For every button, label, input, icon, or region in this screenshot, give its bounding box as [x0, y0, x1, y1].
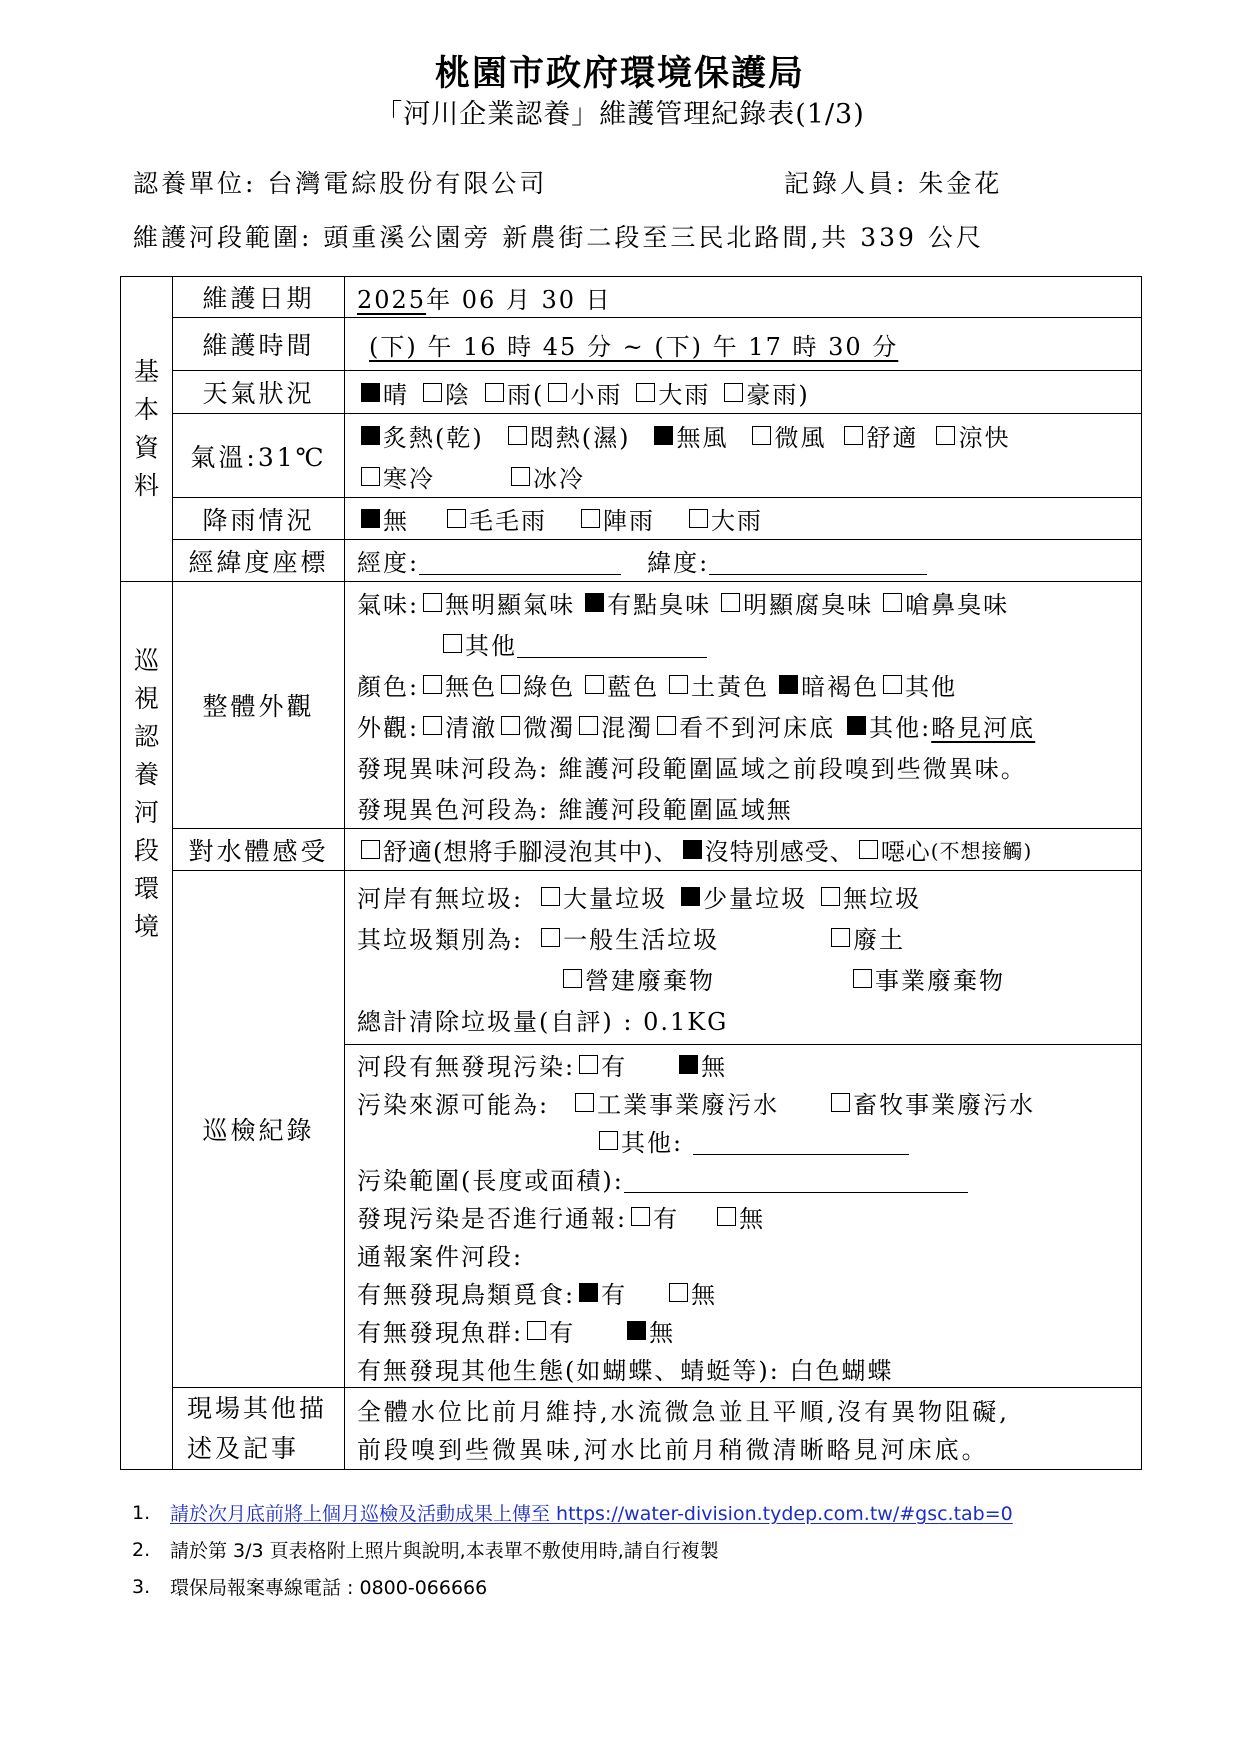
type-option-industrial: 事業廢棄物: [875, 966, 1005, 995]
type-option-soil: 廢土: [853, 925, 906, 954]
pollution-option-yes: 有: [601, 1052, 628, 1081]
weather-option-rain: 雨(: [507, 380, 545, 409]
source-checkbox-livestock[interactable]: [831, 1093, 850, 1112]
odd-color-text: 發現異色河段為: 維護河段範圍區域無: [357, 796, 793, 824]
look-option-slight-turbid: 微濁: [523, 714, 576, 742]
time-value-cell: [345, 318, 1142, 371]
source-checkbox-other[interactable]: [599, 1131, 618, 1150]
temperature-label: 氣溫:31℃: [173, 414, 345, 498]
temp-option-comfortable: 舒適: [866, 423, 919, 452]
color-option-yellow: 土黃色: [691, 673, 770, 701]
weather-option-sunny: 晴: [383, 380, 409, 409]
recorder-line: [784, 164, 1002, 200]
source-label: 污染來源可能為:: [357, 1090, 550, 1119]
fish-checkbox-yes[interactable]: [527, 1321, 546, 1340]
type-checkbox-household[interactable]: [541, 928, 560, 947]
source-checkbox-industrial[interactable]: [575, 1093, 594, 1112]
rain-checkbox-drizzle[interactable]: [447, 509, 466, 528]
date-year: 2025: [357, 285, 427, 314]
date-rest: 年 06 月 30 日: [426, 285, 612, 314]
look-option-other: 其他:: [869, 714, 932, 742]
feeling-checkbox-comfortable[interactable]: [361, 840, 380, 859]
latitude-label: 緯度:: [647, 549, 710, 577]
smell-option-none: 無明顯氣味: [445, 591, 576, 619]
look-option-clear: 清澈: [445, 714, 498, 742]
footer-note-3: [132, 1568, 1013, 1605]
color-checkbox-blue[interactable]: [585, 675, 604, 694]
temp-checkbox-cold[interactable]: [361, 467, 380, 486]
notes-content: [345, 1388, 1142, 1470]
feeling-checkbox-nothing[interactable]: [683, 840, 702, 859]
look-label: 外觀:: [357, 714, 420, 742]
temperature-options: [345, 414, 1142, 498]
weather-checkbox-rain[interactable]: [485, 383, 504, 402]
color-checkbox-dark-brown[interactable]: [779, 675, 798, 694]
look-checkbox-turbid[interactable]: [579, 716, 598, 735]
footer-note-1: [132, 1494, 1013, 1531]
fish-option-no: 無: [649, 1318, 676, 1347]
rain-option-shower: 陣雨: [603, 507, 655, 535]
birds-option-yes: 有: [601, 1280, 628, 1309]
footer-note-1-number: 1.: [132, 1501, 151, 1524]
fish-label: 有無發現魚群:: [357, 1318, 524, 1347]
rain-option-none: 無: [383, 507, 409, 535]
report-label: 發現污染是否進行通報:: [357, 1204, 628, 1233]
range-value: 頭重溪公園旁 新農街二段至三民北路間,共 339 公尺: [323, 223, 984, 252]
rain-label: 降雨情況: [173, 498, 345, 540]
look-checkbox-slight-turbid[interactable]: [501, 716, 520, 735]
adopter-label: 認養單位:: [133, 169, 257, 198]
trash-type-label: 其垃圾類別為:: [357, 925, 524, 954]
scope-field[interactable]: [624, 1164, 968, 1193]
source-option-industrial: 工業事業廢污水: [597, 1090, 780, 1119]
trash-option-lots: 大量垃圾: [563, 884, 668, 913]
longitude-field[interactable]: [419, 546, 621, 575]
patrol-section-cell: [121, 582, 173, 1470]
temp-checkbox-hot-dry[interactable]: [361, 426, 380, 445]
latitude-field[interactable]: [709, 546, 927, 575]
notes-line-1: 全體水位比前月維持,水流微急並且平順,沒有異物阻礙,: [357, 1398, 1010, 1426]
type-checkbox-industrial[interactable]: [853, 969, 872, 988]
appearance-content: [345, 582, 1142, 829]
fish-checkbox-no[interactable]: [627, 1321, 646, 1340]
report-case-label: 通報案件河段:: [357, 1242, 524, 1271]
odd-smell-text: 發現異味河段為: 維護河段範圍區域之前段嗅到些微異味。: [357, 755, 1027, 783]
footer-notes: [132, 1494, 1013, 1605]
color-checkbox-green[interactable]: [501, 675, 520, 694]
trash-option-none: 無垃圾: [843, 884, 922, 913]
fish-option-yes: 有: [549, 1318, 576, 1347]
temp-option-cool: 涼快: [958, 423, 1011, 452]
feeling-option-disgust: 噁心: [880, 838, 931, 866]
feeling-label: 對水體感受: [173, 829, 345, 871]
trash-checkbox-none[interactable]: [821, 887, 840, 906]
report-checkbox-yes[interactable]: [631, 1207, 650, 1226]
trash-total: 總計清除垃圾量(自評) : 0.1KG: [357, 1007, 729, 1036]
smell-checkbox-rotten[interactable]: [721, 593, 740, 612]
color-option-green: 綠色: [523, 673, 576, 701]
trash-checkbox-some[interactable]: [681, 887, 700, 906]
look-checkbox-no-bed[interactable]: [657, 716, 676, 735]
rain-checkbox-heavy[interactable]: [689, 509, 708, 528]
pollution-content: [345, 1045, 1142, 1388]
smell-checkbox-pungent[interactable]: [883, 593, 902, 612]
temp-checkbox-no-wind[interactable]: [654, 426, 673, 445]
pollution-checkbox-yes[interactable]: [579, 1055, 598, 1074]
temp-option-hot-dry: 炙熱(乾): [383, 423, 484, 452]
adopter-value: 台灣電綜股份有限公司: [267, 169, 548, 198]
birds-checkbox-yes[interactable]: [579, 1283, 598, 1302]
color-checkbox-yellow[interactable]: [669, 675, 688, 694]
recorder-label: 記錄人員:: [784, 169, 908, 198]
type-option-construction: 營建廢棄物: [585, 966, 715, 995]
smell-label: 氣味:: [357, 591, 420, 619]
rain-option-drizzle: 毛毛雨: [469, 507, 547, 535]
upload-instruction: [170, 1499, 1013, 1526]
look-checkbox-clear[interactable]: [423, 716, 442, 735]
time-label: 維護時間: [173, 318, 345, 371]
type-checkbox-construction[interactable]: [563, 969, 582, 988]
footer-note-2: [132, 1531, 1013, 1568]
temp-checkbox-comfortable[interactable]: [844, 426, 863, 445]
footer-note-3-text: 環保局報案專線電話 : 0800-066666: [170, 1577, 488, 1599]
basic-section-cell: [121, 277, 173, 582]
feeling-checkbox-disgust[interactable]: [859, 840, 878, 859]
birds-option-no: 無: [691, 1280, 718, 1309]
form-title: 桃園市政府環境保護局: [434, 53, 805, 94]
smell-option-rotten: 明顯腐臭味: [743, 591, 874, 619]
feeling-option-nothing: 沒特別感受、: [704, 838, 855, 866]
color-checkbox-other[interactable]: [883, 675, 902, 694]
feeling-option-comfortable: 舒適(想將手腳浸泡其中)、: [383, 838, 679, 866]
pollution-checkbox-no[interactable]: [679, 1055, 698, 1074]
rain-checkbox-shower[interactable]: [581, 509, 600, 528]
temp-checkbox-cool[interactable]: [936, 426, 955, 445]
report-option-no: 無: [739, 1204, 766, 1233]
weather-option-cloudy: 陰: [445, 380, 471, 409]
look-option-no-bed: 看不到河床底: [679, 714, 836, 742]
temp-option-breeze: 微風: [774, 423, 827, 452]
look-checkbox-other[interactable]: [847, 716, 866, 735]
footer-note-3-number: 3.: [132, 1575, 151, 1598]
color-checkbox-clear[interactable]: [423, 675, 442, 694]
look-option-turbid: 混濁: [601, 714, 654, 742]
smell-option-slight: 有點臭味: [607, 591, 712, 619]
type-checkbox-soil[interactable]: [831, 928, 850, 947]
temp-checkbox-breeze[interactable]: [752, 426, 771, 445]
inspection-label: 巡檢紀錄: [173, 871, 345, 1388]
weather-checkbox-sunny[interactable]: [361, 383, 380, 402]
appearance-label: 整體外觀: [173, 582, 345, 829]
smell-option-other: 其他: [465, 632, 517, 660]
coords-label: 經緯度座標: [173, 540, 345, 582]
time-value: (下) 午 16 時 45 分 ~ (下) 午 17 時 30 分: [369, 332, 899, 361]
color-option-other: 其他: [905, 673, 958, 701]
weather-option-storm: 豪雨): [746, 380, 810, 409]
weather-options: [345, 371, 1142, 414]
color-option-blue: 藍色: [607, 673, 660, 701]
source-option-livestock: 畜牧事業廢污水: [853, 1090, 1036, 1119]
record-table: [120, 276, 1142, 1470]
basic-section-label: 基本資料: [134, 357, 160, 500]
adopter-line: [133, 164, 547, 200]
longitude-label: 經度:: [357, 549, 420, 577]
temp-option-freezing: 冰冷: [533, 464, 585, 493]
scope-label: 污染範圍(長度或面積):: [357, 1166, 624, 1195]
smell-option-pungent: 嗆鼻臭味: [905, 591, 1010, 619]
smell-checkbox-other[interactable]: [443, 634, 462, 653]
date-label: 維護日期: [173, 277, 345, 318]
temp-option-humid: 悶熱(濕): [529, 423, 631, 452]
trash-checkbox-lots[interactable]: [541, 887, 560, 906]
smell-checkbox-slight[interactable]: [585, 593, 604, 612]
upload-link[interactable]: https://water-division.tydep.com.tw/#gsc.tab=0: [556, 1503, 1013, 1525]
patrol-section-label: 巡視認養河段環境: [134, 646, 160, 941]
footer-note-2-number: 2.: [132, 1538, 151, 1561]
color-option-clear: 無色: [445, 673, 498, 701]
trash-label: 河岸有無垃圾:: [357, 884, 524, 913]
weather-option-heavy-rain: 大雨: [658, 380, 711, 409]
temp-checkbox-freezing[interactable]: [511, 467, 530, 486]
range-label: 維護河段範圍:: [133, 223, 313, 252]
temp-checkbox-humid[interactable]: [508, 426, 527, 445]
color-option-dark-brown: 暗褐色: [801, 673, 880, 701]
temp-option-cold: 寒冷: [383, 464, 435, 493]
source-other-field[interactable]: [693, 1126, 909, 1155]
weather-option-light-rain: 小雨: [570, 380, 623, 409]
eco-text: 有無發現其他生態(如蝴蝶、蜻蜓等): 白色蝴蝶: [357, 1356, 894, 1385]
weather-checkbox-storm[interactable]: [724, 383, 743, 402]
temp-option-no-wind: 無風: [676, 423, 729, 452]
trash-option-some: 少量垃圾: [703, 884, 808, 913]
footer-note-2-text: 請於第 3/3 頁表格附上照片與說明,本表單不敷使用時,請自行複製: [170, 1540, 719, 1562]
range-line: [133, 218, 984, 254]
weather-label: 天氣狀況: [173, 371, 345, 414]
weather-checkbox-heavy-rain[interactable]: [636, 383, 655, 402]
rain-option-heavy: 大雨: [711, 507, 763, 535]
weather-checkbox-light-rain[interactable]: [548, 383, 567, 402]
feeling-note: (不想接觸): [930, 839, 1033, 863]
pollution-option-no: 無: [701, 1052, 728, 1081]
rain-checkbox-none[interactable]: [361, 509, 380, 528]
notes-line-2: 前段嗅到些微異味,河水比前月稍微清晰略見河床底。: [357, 1436, 989, 1464]
smell-other-field[interactable]: [517, 629, 707, 658]
color-label: 顏色:: [357, 673, 420, 701]
report-option-yes: 有: [653, 1204, 680, 1233]
look-other-value: 略見河底: [931, 714, 1036, 742]
birds-checkbox-no[interactable]: [669, 1283, 688, 1302]
source-option-other: 其他:: [621, 1128, 684, 1157]
report-checkbox-no[interactable]: [717, 1207, 736, 1226]
weather-checkbox-cloudy[interactable]: [423, 383, 442, 402]
smell-checkbox-none[interactable]: [423, 593, 442, 612]
notes-label: 現場其他描述及記事: [173, 1388, 345, 1470]
feeling-options: [345, 829, 1142, 871]
form-subtitle: 「河川企業認養」維護管理紀錄表(1/3): [375, 99, 865, 130]
upload-instruction-text: 請於次月底前將上個月巡檢及活動成果上傳至: [170, 1503, 557, 1525]
rain-options: [345, 498, 1142, 540]
trash-content: [345, 871, 1142, 1045]
type-option-household: 一般生活垃圾: [563, 925, 720, 954]
coords-fields: [345, 540, 1142, 582]
recorder-value: 朱金花: [918, 169, 1003, 198]
pollution-label: 河段有無發現污染:: [357, 1052, 576, 1081]
date-value-cell: [345, 277, 1142, 318]
birds-label: 有無發現鳥類覓食:: [357, 1280, 576, 1309]
